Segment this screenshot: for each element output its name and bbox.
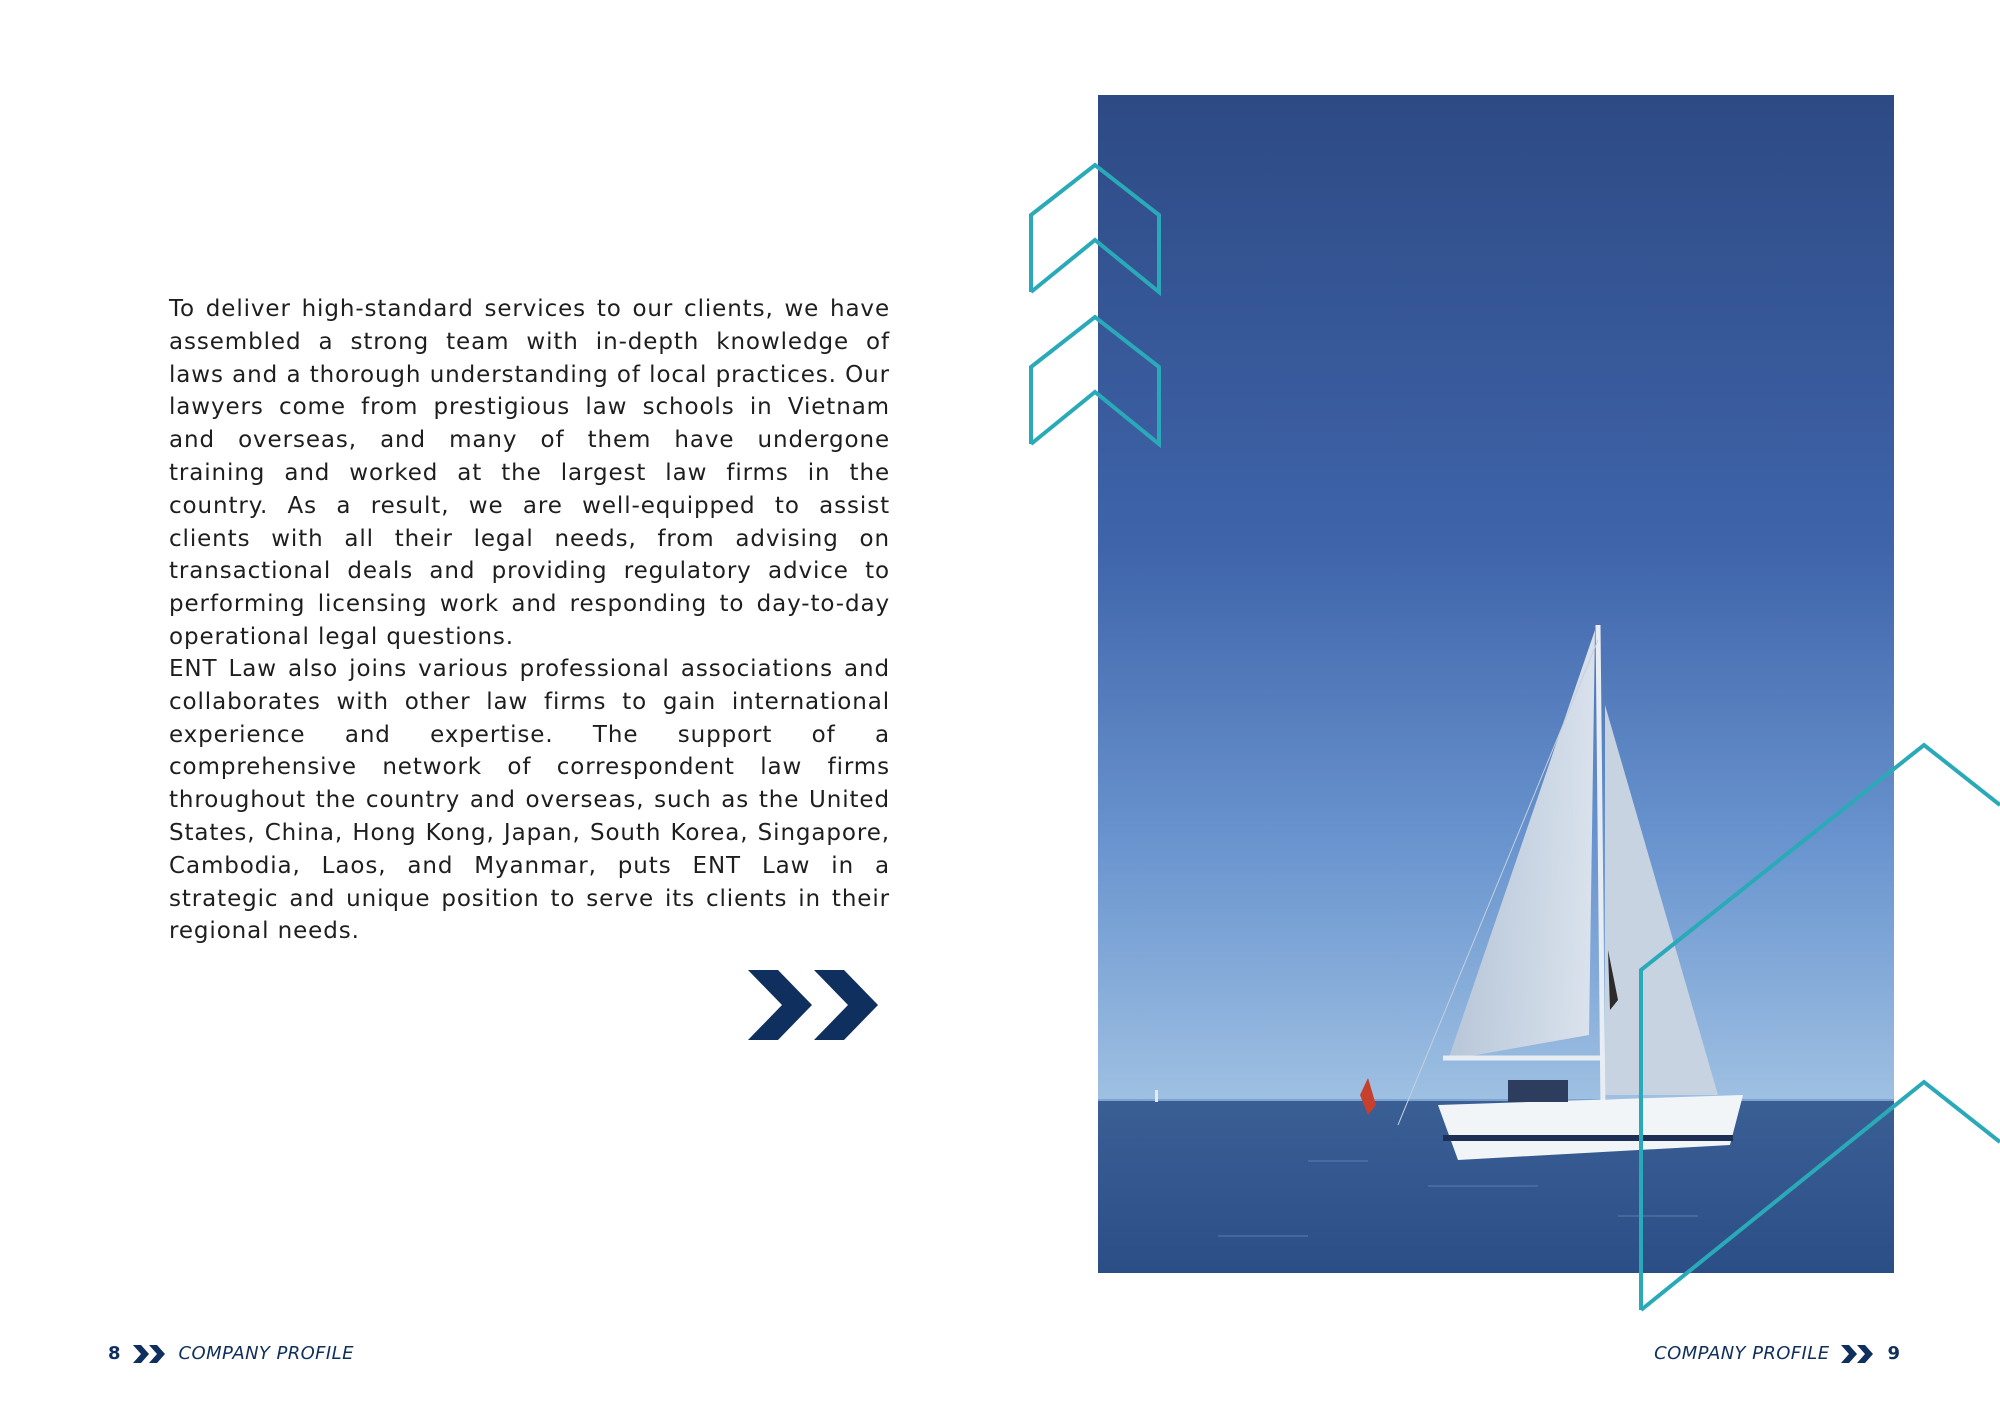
footer-label: COMPANY PROFILE: [1654, 1343, 1830, 1364]
double-chevron-right-icon: [133, 1345, 167, 1363]
body-paragraph-2: ENT Law also joins various professional associations and collaborates with other law firms to gain international experience and expertise. The support of a comprehensive network of correspondent law firms throughout the country and overseas, such as the United States, China, Hong Kong, Japan, South Korea, Singapore, Cambodia, Laos, and Myanmar, puts ENT Law in a strategic and unique position to serve its clients in their regional needs.: [169, 656, 890, 945]
footer-right: [1654, 1343, 1900, 1364]
double-chevron-right-icon: [1841, 1345, 1875, 1363]
footer-label: COMPANY PROFILE: [178, 1343, 354, 1364]
footer-left: [108, 1343, 354, 1364]
body-paragraph-1: To deliver high-standard services to our clients, we have assembled a strong team with in-depth knowledge of laws and a thorough understanding of local practices. Our lawyers come from prestigious law schools in Vietnam and overseas, and many of them have undergone training and worked at the largest law firms in the country. As a result, we are well-equipped to assist clients with all their legal needs, from advising on transactional deals and providing regulatory advice to performing licensing work and responding to day-to-day operational legal questions.: [169, 296, 890, 650]
page-number: 9: [1887, 1343, 1900, 1364]
page-number: 8: [108, 1343, 121, 1364]
